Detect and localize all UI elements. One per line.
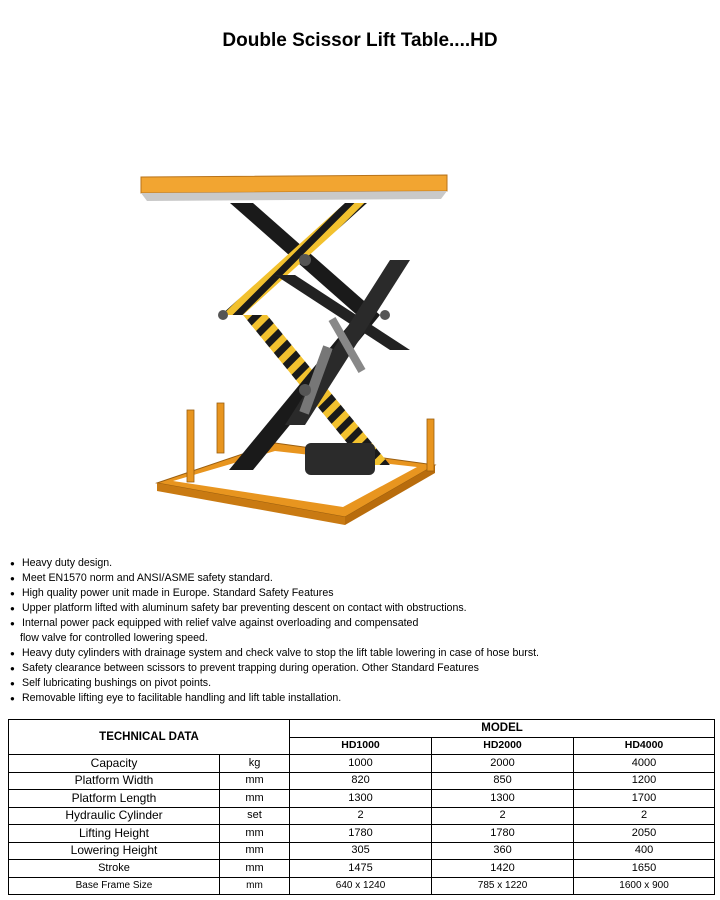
list-item: ● Upper platform lifted with aluminum safety bar preventing descent on contact with obstructions. [10, 601, 710, 616]
row-unit: kg [220, 755, 290, 773]
technical-data-table [8, 719, 715, 895]
cell-value: 2000 [432, 755, 574, 773]
cell-value: 850 [432, 772, 574, 790]
row-label: Lowering Height [9, 842, 220, 860]
technical-data-header: TECHNICAL DATA [9, 720, 290, 755]
row-unit: mm [220, 825, 290, 843]
table-row [9, 790, 715, 808]
cell-value: 785 x 1220 [432, 877, 574, 895]
cell-value: 1780 [432, 825, 574, 843]
cell-value: 1700 [574, 790, 715, 808]
list-item: ● Heavy duty design. [10, 556, 710, 571]
cell-value: 1000 [290, 755, 432, 773]
table-row [9, 807, 715, 825]
cell-value: 640 x 1240 [290, 877, 432, 895]
page-title: Double Scissor Lift Table....HD [222, 30, 498, 51]
list-item-continuation: flow valve for controlled lowering speed. [20, 632, 208, 644]
cell-value: 820 [290, 772, 432, 790]
row-label: Platform Length [9, 790, 220, 808]
model-column-header: HD1000 [290, 737, 432, 755]
cell-value: 1300 [290, 790, 432, 808]
cell-value: 360 [432, 842, 574, 860]
row-unit: set [220, 807, 290, 825]
table-row [9, 842, 715, 860]
cell-value: 2 [574, 807, 715, 825]
cell-value: 400 [574, 842, 715, 860]
cell-value: 2 [432, 807, 574, 825]
list-item: ● High quality power unit made in Europe. Standard Safety Features [10, 586, 710, 601]
list-item: ● Heavy duty cylinders with drainage system and check valve to stop the lift table lowering in case of hose burst. [10, 646, 710, 661]
cell-value: 1650 [574, 860, 715, 878]
table-row [9, 877, 715, 895]
row-unit: mm [220, 860, 290, 878]
cell-value: 1475 [290, 860, 432, 878]
table-row [9, 860, 715, 878]
list-item: ● Removable lifting eye to facilitable handling and lift table installation. [10, 691, 710, 706]
cell-value: 2050 [574, 825, 715, 843]
row-label: Lifting Height [9, 825, 220, 843]
lift-table-image [135, 165, 455, 535]
row-label: Base Frame Size [9, 877, 220, 895]
cell-value: 4000 [574, 755, 715, 773]
cell-value: 1200 [574, 772, 715, 790]
table-row [9, 755, 715, 773]
table-row [9, 772, 715, 790]
cell-value: 1600 x 900 [574, 877, 715, 895]
cell-value: 1420 [432, 860, 574, 878]
model-header: MODEL [290, 720, 715, 738]
table-row [9, 825, 715, 843]
row-label: Capacity [9, 755, 220, 773]
row-label: Hydraulic Cylinder [9, 807, 220, 825]
model-column-header: HD2000 [432, 737, 574, 755]
cell-value: 305 [290, 842, 432, 860]
model-column-header: HD4000 [574, 737, 715, 755]
cell-value: 2 [290, 807, 432, 825]
row-label: Stroke [9, 860, 220, 878]
list-item: ● Safety clearance between scissors to prevent trapping during operation. Other Standard Features [10, 661, 710, 676]
list-item: ● Internal power pack equipped with relief valve against overloading and compensated [10, 616, 710, 631]
row-unit: mm [220, 790, 290, 808]
cell-value: 1780 [290, 825, 432, 843]
row-unit: mm [220, 877, 290, 895]
list-item: ● Self lubricating bushings on pivot points. [10, 676, 710, 691]
feature-list [10, 556, 710, 706]
cell-value: 1300 [432, 790, 574, 808]
row-unit: mm [220, 842, 290, 860]
row-unit: mm [220, 772, 290, 790]
list-item: ● Meet EN1570 norm and ANSI/ASME safety standard. [10, 571, 710, 586]
row-label: Platform Width [9, 772, 220, 790]
